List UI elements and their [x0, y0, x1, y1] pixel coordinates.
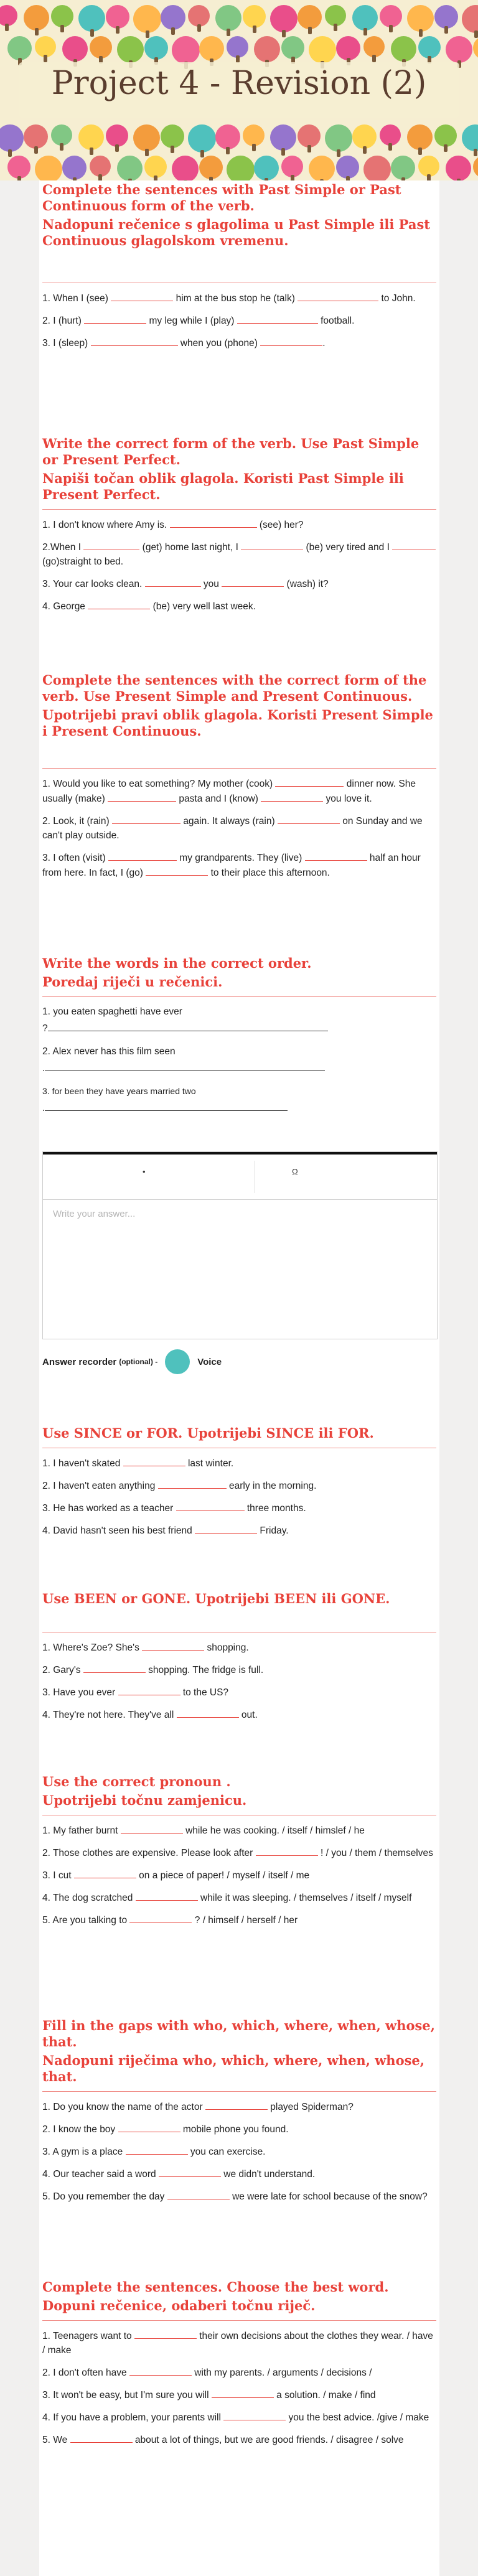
exercise-line: 3. He has worked as a teacher three months. [42, 1501, 436, 1515]
tree-trunk [252, 144, 256, 151]
section-word-order [42, 955, 436, 1115]
section-heading-en: Fill in the gaps with who, which, where, when, whose, that. [42, 2018, 435, 2049]
tree-trunk [116, 26, 120, 34]
section-past-simple-continuous [42, 182, 436, 358]
gap-input[interactable] [136, 1890, 198, 1901]
tree-decoration [188, 124, 216, 152]
tree-decoration [462, 124, 478, 151]
tree-decoration [7, 36, 32, 60]
tree-decoration [352, 5, 378, 30]
exercise-line: 2. I don't often have with my parents. / arguments / decisions / [42, 2365, 436, 2380]
tree-decoration [0, 5, 17, 26]
gap-input[interactable] [167, 2189, 230, 2199]
exercise-line: 3. A gym is a place you can exercise. [42, 2144, 436, 2159]
section-heading-hr: Upotrijebi točnu zamjenicu. [42, 1792, 247, 1808]
section-heading-hr: Nadopuni riječima who, which, where, when, whose, that. [42, 2053, 425, 2084]
answer-editor [42, 1151, 438, 1339]
gap-input[interactable] [118, 1685, 180, 1695]
tree-decoration [391, 156, 415, 180]
tree-trunk [253, 26, 256, 33]
tree-trunk [363, 28, 367, 35]
tree-trunk [226, 147, 230, 154]
gap-input[interactable] [241, 540, 303, 550]
editor-toolbar [43, 1155, 437, 1200]
exercise-line: 4. Our teacher said a word we didn't understand. [42, 2166, 436, 2181]
tree-decoration [298, 124, 321, 148]
tree-trunk [281, 148, 285, 156]
voice-label: Voice [197, 1356, 222, 1367]
tree-decoration [199, 36, 224, 61]
gap-input[interactable] [118, 2122, 180, 2132]
tree-decoration [407, 124, 433, 150]
answer-recorder [42, 1349, 222, 1374]
tree-decoration [106, 5, 129, 29]
tree-trunk [90, 148, 93, 155]
tree-decoration [0, 124, 24, 152]
exercise-line: 2. I know the boy mobile phone you found. [42, 2122, 436, 2137]
tree-trunk [372, 55, 376, 62]
gap-input[interactable] [70, 2432, 133, 2443]
tree-decoration [254, 36, 280, 62]
tree-decoration [24, 124, 48, 149]
tree-trunk [291, 175, 294, 180]
tree-trunk [227, 29, 230, 36]
gap-input[interactable] [298, 291, 378, 301]
gap-input[interactable] [129, 1913, 192, 1923]
tree-decoration [462, 5, 478, 33]
tree-decoration [78, 5, 105, 32]
tree-decoration [281, 36, 304, 59]
gap-input[interactable] [123, 1456, 185, 1466]
tree-decoration [270, 124, 296, 151]
tree-decoration [380, 124, 401, 146]
tree-trunk [60, 143, 63, 151]
tree-trunk [8, 149, 12, 157]
exercise-line: 3. I cut on a piece of paper! / myself / itself / me [42, 1868, 436, 1883]
exercise-line: 2. Look, it (rain) again. It always (rain) on Sunday and we can't play outside. [42, 813, 436, 843]
recorder-label: Answer recorder [42, 1356, 117, 1367]
tree-trunk [200, 150, 204, 157]
section-heading-hr: Napiši točan oblik glagola. Koristi Past Simple ili Present Perfect. [42, 471, 404, 502]
tree-decoration [418, 156, 439, 177]
tree-trunk [154, 176, 157, 180]
gap-input[interactable] [223, 2410, 286, 2420]
tree-decoration [325, 124, 352, 152]
section-heading-hr: Poredaj riječi u rečenici. [42, 974, 223, 990]
gap-input[interactable] [159, 2166, 221, 2177]
exercise-line: 4. If you have a problem, your parents will you the best advice. /give / make [42, 2410, 436, 2425]
exercise-line: 3. It won't be easy, but I'm sure you will a solution. / make / find [42, 2387, 436, 2402]
section-divider [42, 2320, 436, 2321]
tree-trunk [115, 144, 119, 152]
tree-decoration [434, 5, 458, 29]
tree-trunk [419, 29, 423, 37]
tree-decoration [418, 36, 441, 59]
exercise-line: 1. I don't know where Amy is. (see) her? [42, 517, 436, 532]
tree-trunk [444, 26, 448, 34]
tree-decoration [352, 124, 377, 149]
tree-trunk [282, 30, 286, 37]
tree-trunk [474, 30, 478, 38]
tree-decoration [90, 156, 111, 177]
gap-input[interactable] [392, 540, 436, 550]
tree-decoration [90, 36, 112, 59]
exercise-line: 1. I haven't skated last winter. [42, 1456, 436, 1471]
section-divider [42, 509, 436, 510]
gap-input[interactable] [74, 1868, 136, 1878]
tree-decoration [161, 5, 185, 30]
tree-trunk [474, 149, 477, 156]
gap-input[interactable] [126, 2144, 188, 2155]
tree-decoration [133, 124, 160, 151]
tree-trunk [90, 29, 94, 37]
gap-input[interactable] [111, 291, 173, 301]
gap-input[interactable] [195, 1523, 257, 1534]
header-banner [0, 0, 478, 180]
tree-decoration [24, 5, 49, 30]
gap-input[interactable] [275, 776, 344, 787]
tree-trunk [307, 145, 311, 152]
tree-decoration [243, 124, 265, 146]
section-heading-en: Use the correct pronoun . [42, 1774, 231, 1789]
tree-decoration [51, 5, 73, 27]
gap-input[interactable] [212, 2387, 274, 2398]
exercise-line: 3. I (sleep) when you (phone) . [42, 335, 436, 350]
tree-trunk [34, 146, 38, 154]
tree-decoration [78, 124, 104, 150]
section-heading-hr: Upotrijebi pravi oblik glagola. Koristi Present Simple i Present Continuous. [42, 707, 433, 739]
section-heading-hr: Nadopuni rečenice s glagolima u Past Simple ili Past Continuous glagolskom vremenu. [42, 217, 431, 248]
gap-input[interactable] [129, 2365, 192, 2376]
tree-decoration [7, 156, 30, 179]
section-heading-en: Use BEEN or GONE. Upotrijebi BEEN ili GONE. [42, 1591, 390, 1606]
tree-decoration [243, 5, 266, 28]
tree-decoration [446, 36, 472, 63]
tree-decoration [144, 156, 167, 178]
answer-line[interactable]: . [42, 1101, 436, 1115]
exercise-line: 2. Those clothes are expensive. Please look after ! / you / them / themselves [42, 1845, 436, 1860]
gap-input[interactable] [146, 865, 208, 876]
section-past-simple-present-perfect [42, 436, 436, 621]
tree-trunk [17, 176, 21, 180]
tree-decoration [281, 156, 303, 177]
section-heading-en: Use SINCE or FOR. Upotrijebi SINCE ili FOR. [42, 1425, 374, 1441]
exercise-line: 4. The dog scratched while it was sleeping. / themselves / itself / myself [42, 1890, 436, 1905]
gap-input[interactable] [145, 576, 201, 587]
gap-input[interactable] [84, 313, 146, 324]
tree-trunk [334, 24, 337, 31]
tree-decoration [380, 5, 402, 27]
gap-input[interactable] [83, 1662, 146, 1673]
exercise-line: 3. for been they have years married two [42, 1086, 196, 1096]
exercise-line: 1. My father burnt while he was cooking. / itself / himslef / he [42, 1823, 436, 1838]
tree-decoration [473, 36, 478, 60]
tree-trunk [98, 174, 102, 180]
section-heading-en: Complete the sentences. Choose the best word. [42, 2279, 389, 2295]
tree-trunk [337, 149, 340, 157]
section-divider [42, 2091, 436, 2092]
tree-decoration [188, 5, 210, 27]
tree-decoration [35, 156, 62, 180]
exercise-line: 3. Your car looks clean. you (wash) it? [42, 576, 436, 591]
section-heading-en: Write the correct form of the verb. Use Past Simple or Present Perfect. [42, 436, 419, 467]
tree-trunk [389, 25, 393, 32]
exercise-line: 2. I haven't eaten anything early in the morning. [42, 1478, 436, 1493]
recorder-note: (optional) - [119, 1357, 158, 1366]
section-pronouns [42, 1774, 436, 1935]
tree-decoration [51, 124, 72, 146]
exercise-line: 5. We about a lot of things, but we are good friends. / disagree / solve [42, 2432, 436, 2447]
tree-decoration [117, 156, 143, 180]
gap-input[interactable] [205, 2099, 268, 2110]
gap-input[interactable] [170, 517, 257, 528]
exercise-line: 4. They're not here. They've all out. [42, 1707, 436, 1722]
tree-trunk [346, 176, 350, 180]
tree-decoration [391, 36, 416, 62]
gap-input[interactable] [222, 576, 284, 587]
exercise-line: 2.When I (get) home last night, I (be) very tired and I (go)straight to bed. [42, 540, 436, 569]
gap-input[interactable] [158, 1478, 227, 1489]
exercise-line: 4. David hasn't seen his best friend Friday. [42, 1523, 436, 1538]
exercise-line: 3. Have you ever to the US? [42, 1685, 436, 1700]
exercise-line: 1. Do you know the name of the actor played Spiderman? [42, 2099, 436, 2114]
tree-trunk [44, 55, 47, 62]
exercise-line: 5. Are you talking to ? / himself / herself / her [42, 1913, 436, 1927]
section-heading-en: Complete the sentences with Past Simple or Past Continuous form of the verb. [42, 182, 401, 213]
tree-decoration [106, 124, 128, 147]
answer-line[interactable]: ? [42, 1021, 436, 1036]
exercise-line: 1. you eaten spaghetti have ever [42, 1006, 182, 1017]
tree-trunk [171, 146, 174, 153]
tree-trunk [5, 24, 9, 31]
tree-decoration [117, 36, 144, 63]
section-since-for [42, 1425, 436, 1545]
tree-trunk [444, 144, 448, 152]
tree-decoration [172, 36, 200, 64]
tree-decoration [215, 5, 241, 31]
tree-trunk [363, 146, 367, 154]
tree-decoration [227, 36, 248, 58]
tree-decoration [270, 5, 298, 32]
tree-trunk [146, 30, 149, 38]
tree-decoration [363, 36, 385, 57]
tree-decoration [309, 156, 335, 180]
tree-decoration [446, 156, 471, 180]
exercise-line: 1. Teenagers want to their own decisions about the clothes they wear. / have / make [42, 2328, 436, 2358]
section-been-gone [42, 1591, 436, 1730]
tree-trunk [308, 27, 312, 34]
section-relative-pronouns [42, 2018, 436, 2211]
tree-trunk [197, 24, 201, 32]
gap-input[interactable] [177, 1707, 239, 1718]
tree-decoration [434, 124, 457, 147]
section-present-simple-continuous [42, 672, 436, 888]
tree-trunk [427, 174, 431, 180]
tree-decoration [309, 36, 336, 63]
tree-decoration [161, 124, 184, 148]
tree-trunk [418, 148, 422, 155]
exercise-line: 3. I often (visit) my grandparents. They (live) half an hour from here. In fact, I (go) to their place this afternoon. [42, 850, 436, 880]
tree-decoration [407, 5, 434, 32]
tree-decoration [336, 156, 359, 179]
voice-record-button[interactable] [165, 1349, 190, 1374]
gap-input[interactable] [256, 1845, 318, 1856]
section-heading-hr: Dopuni rečenice, odaberi točnu riječ. [42, 2298, 316, 2313]
tree-decoration [62, 36, 88, 62]
section-heading-en: Write the words in the correct order. [42, 955, 312, 971]
gap-input[interactable] [260, 335, 322, 346]
tree-decoration [144, 36, 168, 60]
answer-line[interactable]: . [42, 1061, 436, 1075]
section-best-word [42, 2279, 436, 2455]
gap-input[interactable] [134, 2328, 197, 2339]
page-title: Project 4 - Revision (2) [51, 65, 427, 102]
tree-decoration [227, 156, 255, 180]
gap-input[interactable] [237, 313, 318, 324]
section-heading-en: Complete the sentences with the correct form of the verb. Use Present Simple and Present Continuous. [42, 672, 427, 704]
tree-decoration [199, 156, 223, 179]
tree-decoration [254, 156, 279, 180]
tree-decoration [215, 124, 240, 149]
gap-input[interactable] [108, 850, 177, 861]
tree-decoration [35, 36, 56, 57]
gap-input[interactable] [142, 1640, 204, 1651]
tree-decoration [325, 5, 346, 26]
gap-input[interactable] [112, 813, 180, 824]
tree-trunk [457, 179, 461, 180]
tree-decoration [133, 5, 161, 33]
tree-decoration [62, 156, 87, 180]
exercise-line: 1. Would you like to eat something? My mother (cook) dinner now. She usually (make) pasta and I (know) you love it. [42, 776, 436, 806]
tree-decoration [298, 5, 322, 29]
answer-textarea[interactable]: Write your answer... [53, 1209, 136, 1219]
gap-input[interactable] [108, 791, 176, 802]
gap-input[interactable] [261, 791, 323, 802]
exercise-line: 2. Alex never has this film seen [42, 1046, 176, 1057]
tree-decoration [473, 156, 478, 178]
tree-trunk [171, 27, 175, 35]
bullet-list-icon[interactable]: • [143, 1167, 146, 1176]
tree-decoration [363, 156, 391, 180]
special-char-icon[interactable]: Ω [292, 1167, 298, 1176]
exercise-line: 1. When I (see) him at the bus stop he (talk) to John. [42, 291, 436, 306]
gap-input[interactable] [83, 540, 139, 550]
gap-input[interactable] [121, 1823, 183, 1834]
tree-decoration [336, 36, 360, 60]
tree-trunk [145, 149, 149, 156]
exercise-line: 4. George (be) very well last week. [42, 599, 436, 614]
tree-trunk [35, 28, 39, 35]
section-divider [42, 996, 436, 997]
exercise-line: 2. I (hurt) my leg while I (play) football. [42, 313, 436, 328]
exercise-line: 1. Where's Zoe? She's shopping. [42, 1640, 436, 1655]
gap-input[interactable] [305, 850, 367, 861]
gap-input[interactable] [278, 813, 340, 824]
gap-input[interactable] [176, 1501, 245, 1511]
gap-input[interactable] [91, 335, 178, 346]
exercise-line: 5. Do you remember the day we were late for school because of the snow? [42, 2189, 436, 2204]
section-divider [42, 768, 436, 769]
exercise-line: 2. Gary's shopping. The fridge is full. [42, 1662, 436, 1677]
tree-trunk [60, 25, 64, 32]
tree-decoration [172, 156, 199, 180]
tree-trunk [388, 143, 392, 151]
gap-input[interactable] [88, 599, 150, 609]
